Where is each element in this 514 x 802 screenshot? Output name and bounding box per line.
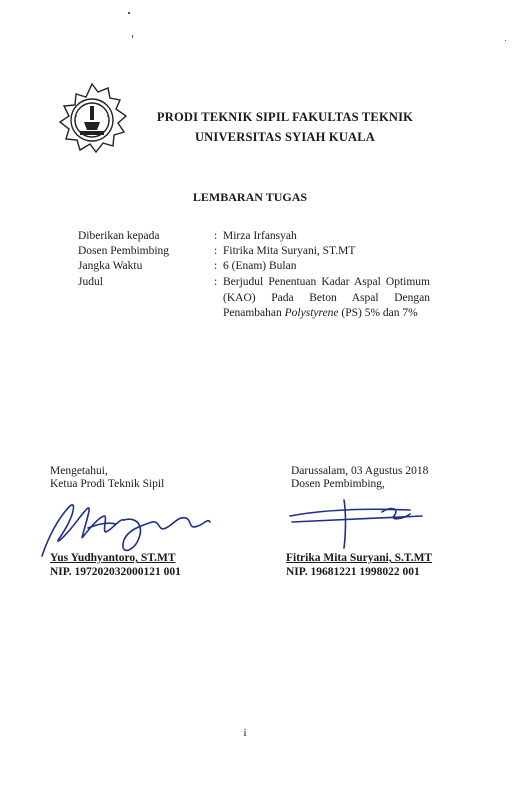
scan-speck <box>128 12 130 14</box>
right-position: Dosen Pembimbing, <box>291 478 385 490</box>
field-colon: : <box>214 230 218 242</box>
field-label: Jangka Waktu <box>78 260 143 272</box>
left-acknowledgement: Mengetahui, <box>50 465 108 477</box>
left-signatory-name: Yus Yudhyantoro, ST.MT <box>50 552 176 564</box>
field-value: 6 (Enam) Bulan <box>223 260 297 272</box>
thesis-title-value <box>223 275 430 322</box>
thesis-title-line <box>223 306 430 322</box>
field-colon: : <box>214 245 218 257</box>
right-place-date: Darussalam, 03 Agustus 2018 <box>291 465 429 477</box>
field-value: Fitrika Mita Suryani, ST.MT <box>223 245 356 257</box>
field-label: Diberikan kepada <box>78 230 160 242</box>
field-row-recipient <box>78 229 430 243</box>
field-colon: : <box>214 276 218 288</box>
thesis-title-line: (KAO) Pada Beton Aspal Dengan <box>223 291 430 304</box>
left-signatory-nip: NIP. 197202032000121 001 <box>50 566 181 578</box>
field-value: Mirza Irfansyah <box>223 230 297 242</box>
title-suffix: (PS) 5% dan 7% <box>338 307 418 319</box>
field-label: Judul <box>78 276 103 288</box>
field-colon: : <box>214 260 218 272</box>
faculty-heading: PRODI TEKNIK SIPIL FAKULTAS TEKNIK <box>156 110 414 124</box>
right-signatory-name: Fitrika Mita Suryani, S.T.MT <box>286 552 433 564</box>
field-label: Dosen Pembimbing <box>78 245 170 257</box>
right-signatory-nip: NIP. 19681221 1998022 001 <box>286 566 420 578</box>
right-signature-icon <box>282 492 432 550</box>
scan-speck <box>132 35 133 38</box>
left-position: Ketua Prodi Teknik Sipil <box>50 478 165 490</box>
field-row-supervisor <box>78 244 430 258</box>
title-italic-term: Polystyrene <box>284 307 339 319</box>
thesis-title-line: Berjudul Penentuan Kadar Aspal Optimum <box>223 276 430 288</box>
university-heading: UNIVERSITAS SYIAH KUALA <box>194 130 376 144</box>
university-logo-icon <box>50 78 134 162</box>
page-number: i <box>243 727 247 739</box>
title-prefix: Penambahan <box>223 307 285 319</box>
field-row-title <box>78 275 430 323</box>
document-title: LEMBARAN TUGAS <box>192 190 308 204</box>
field-row-duration <box>78 259 430 273</box>
scan-speck <box>505 40 506 41</box>
